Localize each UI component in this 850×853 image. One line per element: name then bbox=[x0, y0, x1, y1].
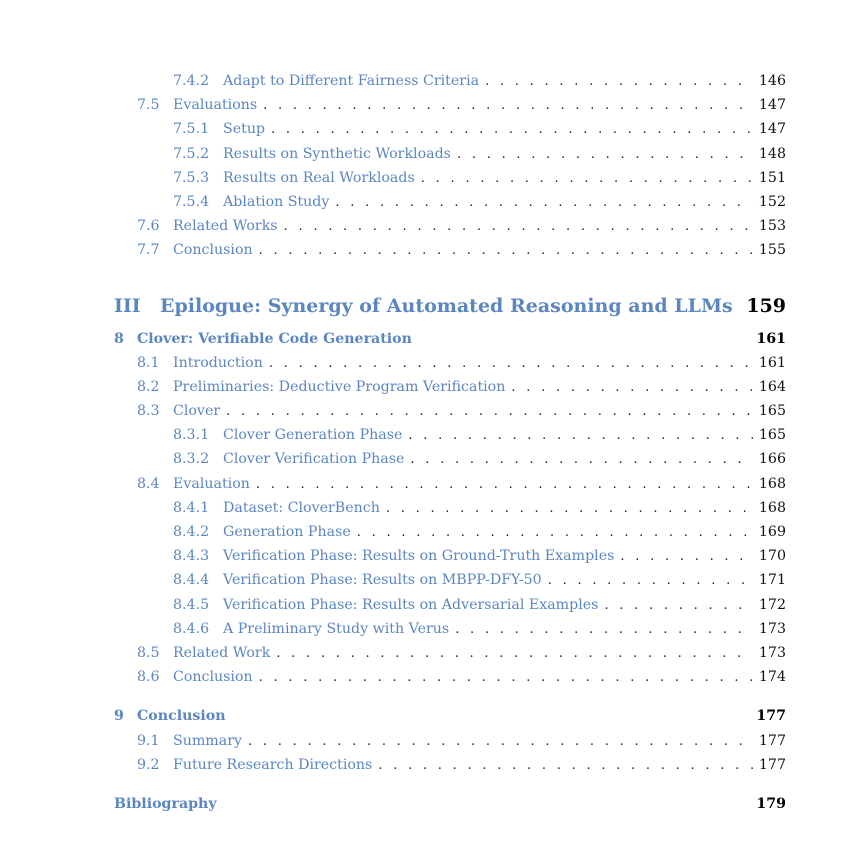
page-number: 177 bbox=[758, 732, 786, 749]
page-number: 173 bbox=[758, 644, 786, 661]
toc-entry-8-1[interactable] bbox=[114, 351, 786, 375]
toc-chapter-8[interactable] bbox=[114, 327, 786, 351]
section-number: 8.4.5 bbox=[173, 596, 210, 613]
section-number: 8.4 bbox=[137, 475, 160, 492]
section-title: Results on Real Workloads bbox=[223, 169, 415, 186]
page-number: 177 bbox=[758, 756, 786, 773]
toc-entry-7-6[interactable] bbox=[114, 214, 786, 238]
dot-leader bbox=[226, 400, 753, 424]
toc-chapter-9[interactable] bbox=[114, 704, 786, 728]
toc-entry-7-4-2[interactable] bbox=[114, 69, 786, 93]
section-title: Dataset: CloverBench bbox=[223, 499, 380, 516]
page-number: 161 bbox=[758, 354, 786, 371]
page-number: 177 bbox=[756, 708, 786, 725]
dot-leader bbox=[455, 618, 753, 642]
dot-leader bbox=[511, 376, 753, 400]
section-title: A Preliminary Study with Verus bbox=[223, 620, 450, 637]
section-title: Clover bbox=[173, 403, 221, 420]
section-title: Setup bbox=[223, 121, 266, 138]
toc-part-iii[interactable] bbox=[114, 291, 786, 321]
toc-entry-7-5-2[interactable] bbox=[114, 142, 786, 166]
section-title: Conclusion bbox=[173, 669, 253, 686]
section-title: Verification Phase: Results on Adversarial Examples bbox=[223, 596, 599, 613]
toc-entry-8-3-2[interactable] bbox=[114, 447, 786, 471]
section-number: 8.3 bbox=[137, 403, 160, 420]
dot-leader bbox=[410, 448, 752, 472]
page-number: 159 bbox=[746, 294, 786, 317]
bibliography-title: Bibliography bbox=[114, 795, 217, 812]
toc-entry-8-4-1[interactable] bbox=[114, 496, 786, 520]
dot-leader bbox=[421, 167, 753, 191]
chapter-number: 9 bbox=[114, 708, 124, 725]
section-title: Generation Phase bbox=[223, 524, 351, 540]
toc-entry-8-3-1[interactable] bbox=[114, 423, 786, 447]
page-number: 169 bbox=[758, 524, 786, 540]
section-title: Summary bbox=[173, 732, 243, 749]
section-title: Related Works bbox=[173, 218, 278, 235]
dot-leader bbox=[485, 70, 753, 94]
toc-entry-9-2[interactable] bbox=[114, 753, 786, 777]
dot-leader bbox=[259, 239, 753, 263]
page-number: 179 bbox=[756, 795, 786, 812]
page-number: 165 bbox=[758, 403, 786, 420]
section-number: 8.4.3 bbox=[173, 548, 210, 565]
page-number: 174 bbox=[758, 669, 786, 686]
section-title: Evaluation bbox=[173, 475, 250, 492]
section-number: 8.6 bbox=[137, 669, 160, 686]
dot-leader bbox=[357, 521, 753, 545]
toc-entry-9-1[interactable] bbox=[114, 729, 786, 753]
chapter-title: Conclusion bbox=[137, 708, 226, 725]
section-title: Preliminaries: Deductive Program Verification bbox=[173, 378, 506, 395]
dot-leader bbox=[284, 215, 753, 239]
section-title: Verification Phase: Results on MBPP-DFY-50 bbox=[223, 572, 542, 589]
toc-entry-7-5-3[interactable] bbox=[114, 166, 786, 190]
dot-leader bbox=[259, 666, 753, 690]
section-title: Results on Synthetic Workloads bbox=[223, 145, 451, 162]
page-number: 147 bbox=[758, 97, 786, 114]
section-number: 7.6 bbox=[137, 218, 160, 235]
toc-entry-8-2[interactable] bbox=[114, 375, 786, 399]
section-number: 8.5 bbox=[137, 644, 160, 661]
section-title: Verification Phase: Results on Ground-Truth Examples bbox=[223, 548, 615, 565]
dot-leader bbox=[408, 424, 753, 448]
toc-entry-8-6[interactable] bbox=[114, 665, 786, 689]
section-number: 8.3.2 bbox=[173, 451, 210, 468]
section-number: 7.5.1 bbox=[173, 121, 210, 138]
section-title: Ablation Study bbox=[223, 193, 330, 210]
toc-entry-7-7[interactable] bbox=[114, 238, 786, 262]
section-title: Future Research Directions bbox=[173, 756, 373, 773]
section-title: Introduction bbox=[173, 354, 263, 371]
section-number: 7.5.4 bbox=[173, 193, 210, 210]
toc-entry-8-5[interactable] bbox=[114, 641, 786, 665]
toc-entry-8-4-6[interactable] bbox=[114, 617, 786, 641]
section-number: 8.4.2 bbox=[173, 524, 210, 540]
dot-leader bbox=[378, 754, 753, 778]
chapter-number: 8 bbox=[114, 330, 124, 347]
page-number: 147 bbox=[758, 121, 786, 138]
page-number: 172 bbox=[758, 596, 786, 613]
part-title: Epilogue: Synergy of Automated Reasoning and LLMs bbox=[160, 294, 733, 317]
section-number: 8.3.1 bbox=[173, 427, 210, 444]
page-number: 151 bbox=[758, 169, 786, 186]
dot-leader bbox=[386, 497, 753, 521]
section-number: 8.4.4 bbox=[173, 572, 210, 589]
page-number: 173 bbox=[758, 620, 786, 637]
section-title: Clover Generation Phase bbox=[223, 427, 403, 444]
page-number: 165 bbox=[758, 427, 786, 444]
page-number: 170 bbox=[758, 548, 786, 565]
dot-leader bbox=[457, 143, 753, 167]
chapter-title: Clover: Verifiable Code Generation bbox=[137, 330, 412, 347]
section-number: 8.1 bbox=[137, 354, 160, 371]
toc-entry-8-4-2[interactable] bbox=[114, 520, 786, 544]
section-number: 7.5.3 bbox=[173, 169, 210, 186]
page-number: 164 bbox=[758, 378, 786, 395]
section-number: 8.2 bbox=[137, 378, 160, 395]
toc-entry-8-4[interactable] bbox=[114, 472, 786, 496]
toc-entry-8-4-5[interactable] bbox=[114, 593, 786, 617]
page-number: 153 bbox=[758, 218, 786, 235]
page-number: 166 bbox=[758, 451, 786, 468]
section-title: Evaluations bbox=[173, 97, 258, 114]
section-title: Clover Verification Phase bbox=[223, 451, 405, 468]
section-number: 7.4.2 bbox=[173, 73, 210, 89]
dot-leader bbox=[620, 545, 753, 569]
dot-leader bbox=[276, 642, 753, 666]
toc-entry-7-5-4[interactable] bbox=[114, 190, 786, 214]
dot-leader bbox=[269, 352, 753, 376]
page-number: 171 bbox=[758, 572, 786, 589]
page-number: 168 bbox=[758, 475, 786, 492]
page-number: 168 bbox=[758, 499, 786, 516]
toc-entry-7-5-1[interactable] bbox=[114, 117, 786, 141]
dot-leader bbox=[256, 473, 753, 497]
table-of-contents bbox=[114, 69, 786, 816]
page-number: 161 bbox=[756, 330, 786, 347]
page-number: 148 bbox=[758, 145, 786, 162]
toc-entry-8-4-3[interactable] bbox=[114, 544, 786, 568]
dot-leader bbox=[271, 118, 753, 142]
toc-bibliography[interactable] bbox=[114, 792, 786, 816]
toc-entry-8-3[interactable] bbox=[114, 399, 786, 423]
section-number: 7.5 bbox=[137, 97, 160, 114]
section-number: 8.4.1 bbox=[173, 499, 210, 516]
section-number: 9.1 bbox=[137, 732, 160, 749]
page-number: 155 bbox=[758, 242, 786, 259]
section-number: 7.7 bbox=[137, 242, 160, 259]
section-number: 9.2 bbox=[137, 756, 160, 773]
part-number: III bbox=[114, 294, 141, 317]
dot-leader bbox=[335, 191, 753, 215]
section-title: Related Work bbox=[173, 644, 271, 661]
section-number: 7.5.2 bbox=[173, 145, 210, 162]
section-title: Adapt to Different Fairness Criteria bbox=[223, 73, 480, 89]
page-number: 146 bbox=[758, 73, 786, 89]
dot-leader bbox=[548, 569, 753, 593]
section-title: Conclusion bbox=[173, 242, 253, 259]
dot-leader bbox=[248, 730, 753, 754]
dot-leader bbox=[263, 94, 753, 118]
toc-entry-8-4-4[interactable] bbox=[114, 568, 786, 592]
page-number: 152 bbox=[758, 193, 786, 210]
dot-leader bbox=[604, 594, 752, 618]
toc-entry-7-5[interactable] bbox=[114, 93, 786, 117]
section-number: 8.4.6 bbox=[173, 620, 210, 637]
